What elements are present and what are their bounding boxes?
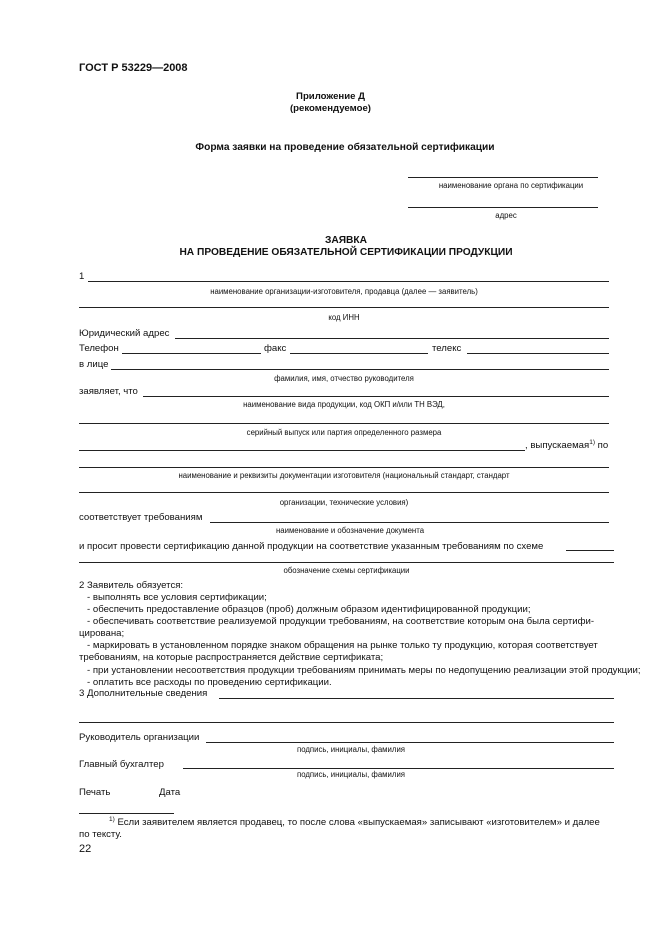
request-text: и просит провести сертификацию данной продукции на соответствие указанным требованиям по схеме [79,541,544,552]
footnote-mark: 1) [109,816,115,823]
person-line [111,369,609,370]
additional-label: 3 Дополнительные сведения [79,688,208,699]
scheme-line [79,562,614,563]
produced-line [79,450,525,451]
inn-caption: код ИНН [328,313,360,322]
produced-text: , выпускаемая$^{1)}$ по [525,439,609,452]
footnote-ref: 1) [589,439,595,446]
obligation-item: цирована; [79,628,125,639]
addressee-address-caption: адрес [495,211,517,220]
footnote-separator [79,813,174,814]
obligation-item: - маркировать в установленном порядке знаком обращения на рынке только ту продукцию, которая соответствует [87,640,598,651]
appendix-subtitle: (рекомендуемое) [289,103,371,114]
additional-line [219,698,614,699]
obligation-item: - при установлении несоответствия продукции требованиям принимать меры по недопущению реализации этой продукции; [87,665,641,676]
standard-header: ГОСТ Р 53229—2008 [79,62,188,74]
scheme-caption: обозначение схемы сертификации [283,566,410,575]
product-line [143,396,609,397]
head-caption: подпись, инициалы, фамилия [296,745,406,754]
fax-label: факс [264,343,287,354]
legal-address-label: Юридический адрес [79,328,170,339]
accountant-label: Главный бухгалтер [79,759,164,770]
complies-label: соответствует требованиям [79,512,203,523]
footnote-line-1: $^{1)}$ Если заявителем является продавец, то после слова «выпускаемая» записывают «изготовителем» и далее [109,816,600,829]
person-caption: фамилия, имя, отчество руководителя [274,374,414,383]
legal-address-line [175,338,609,339]
head-label: Руководитель организации [79,732,200,743]
application-subtitle: НА ПРОВЕДЕНИЕ ОБЯЗАТЕЛЬНОЙ СЕРТИФИКАЦИИ ПРОДУКЦИИ [179,247,513,258]
obligation-item: - выполнять все условия сертификации; [87,592,267,603]
scheme-short-line [566,550,614,551]
docs-caption-2: организации, технические условия) [279,498,409,507]
obligation-item: - обеспечивать соответствие реализуемой продукции требованиям, на соответствие которым она была сертифи- [87,616,595,627]
application-title: ЗАЯВКА [325,235,367,246]
obligation-item: требованиям, на которые распространяется действие сертификата; [79,652,384,663]
manufacturer-line [88,281,609,282]
declares-label: заявляет, что [79,386,138,397]
docs-line [79,467,609,468]
page-number: 22 [79,843,92,855]
telex-line [467,353,609,354]
head-signature-line [206,742,614,743]
addressee-org-line [408,177,598,178]
obligation-item: - обеспечить предоставление образцов (проб) должным образом идентифицированной продукции; [87,604,531,615]
doc-name-line [210,522,609,523]
inn-line [79,307,609,308]
phone-label: Телефон [79,343,119,354]
form-title: Форма заявки на проведение обязательной сертификации [195,142,495,153]
telex-label: телекс [432,343,462,354]
seal-label: Печать [79,787,111,798]
doc-name-caption: наименование и обозначение документа [275,526,425,535]
obligations-heading: 2 Заявитель обязуется: [79,580,184,591]
serial-line [79,423,609,424]
manufacturer-caption: наименование организации-изготовителя, продавца (далее — заявитель) [210,287,478,296]
additional-line-2 [79,722,614,723]
footnote-line-2: по тексту. [79,829,122,840]
addressee-address-line [408,207,598,208]
date-label: Дата [159,787,181,798]
accountant-caption: подпись, инициалы, фамилия [296,770,406,779]
obligation-item: - оплатить все расходы по проведению сертификации. [87,677,332,688]
docs-line-2 [79,492,609,493]
serial-caption: серийный выпуск или партия определенного размера [246,428,442,437]
fax-line [290,353,428,354]
phone-line [122,353,261,354]
accountant-signature-line [183,768,614,769]
in-person-label: в лице [79,359,109,370]
appendix-title: Приложение Д [296,91,365,102]
addressee-org-caption: наименование органа по сертификации [438,181,584,190]
product-caption: наименование вида продукции, код ОКП и/или ТН ВЭД, [243,400,445,409]
section-1-number: 1 [79,271,85,282]
docs-caption-1: наименование и реквизиты документации изготовителя (национальный стандарт, стандарт [178,471,510,480]
